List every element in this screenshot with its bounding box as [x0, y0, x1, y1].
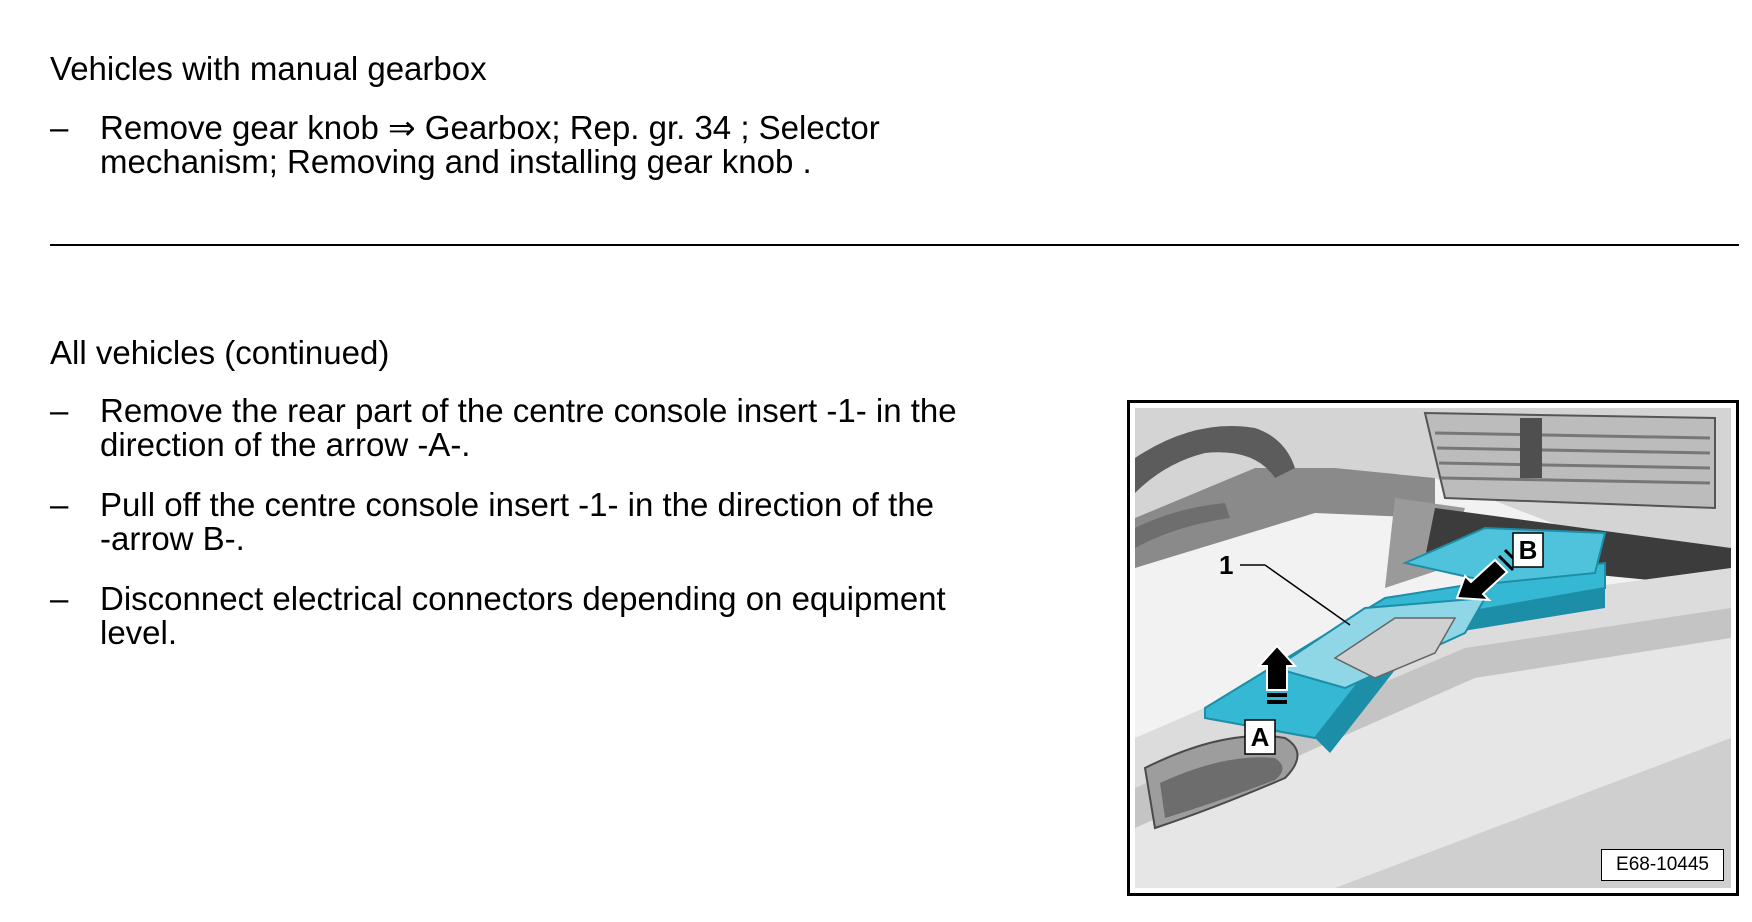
heading-all-vehicles: All vehicles (continued)	[50, 334, 390, 371]
step-dash: –	[50, 486, 69, 523]
step-text: Pull off the centre console insert -1- in the direction of the -arrow B-.	[100, 486, 935, 557]
step-dash: –	[50, 392, 69, 429]
step-remove-rear-part	[50, 394, 1050, 464]
step-dash: –	[50, 580, 69, 617]
figure-reference-id: E68-10445	[1601, 849, 1724, 881]
step-disconnect-connectors	[50, 582, 1050, 652]
figure-centre-console	[1127, 400, 1739, 896]
step-pull-off-insert	[50, 488, 1050, 558]
step-dash: –	[50, 109, 69, 146]
step-text: Disconnect electrical connectors depending on equipment level.	[100, 580, 946, 651]
step-text: Remove the rear part of the centre console insert -1- in the direction of the arrow -A-.	[100, 392, 957, 463]
console-illustration	[1135, 408, 1731, 888]
callout-a: A	[1250, 722, 1270, 752]
section-divider	[50, 244, 1739, 246]
step-text: Remove gear knob ⇒ Gearbox; Rep. gr. 34 ; Selector mechanism; Removing and installing gear knob .	[100, 109, 880, 180]
callout-b: B	[1518, 535, 1538, 565]
callout-1: 1	[1219, 550, 1234, 580]
heading-manual-gearbox: Vehicles with manual gearbox	[50, 50, 487, 87]
step-remove-gear-knob	[50, 111, 950, 183]
